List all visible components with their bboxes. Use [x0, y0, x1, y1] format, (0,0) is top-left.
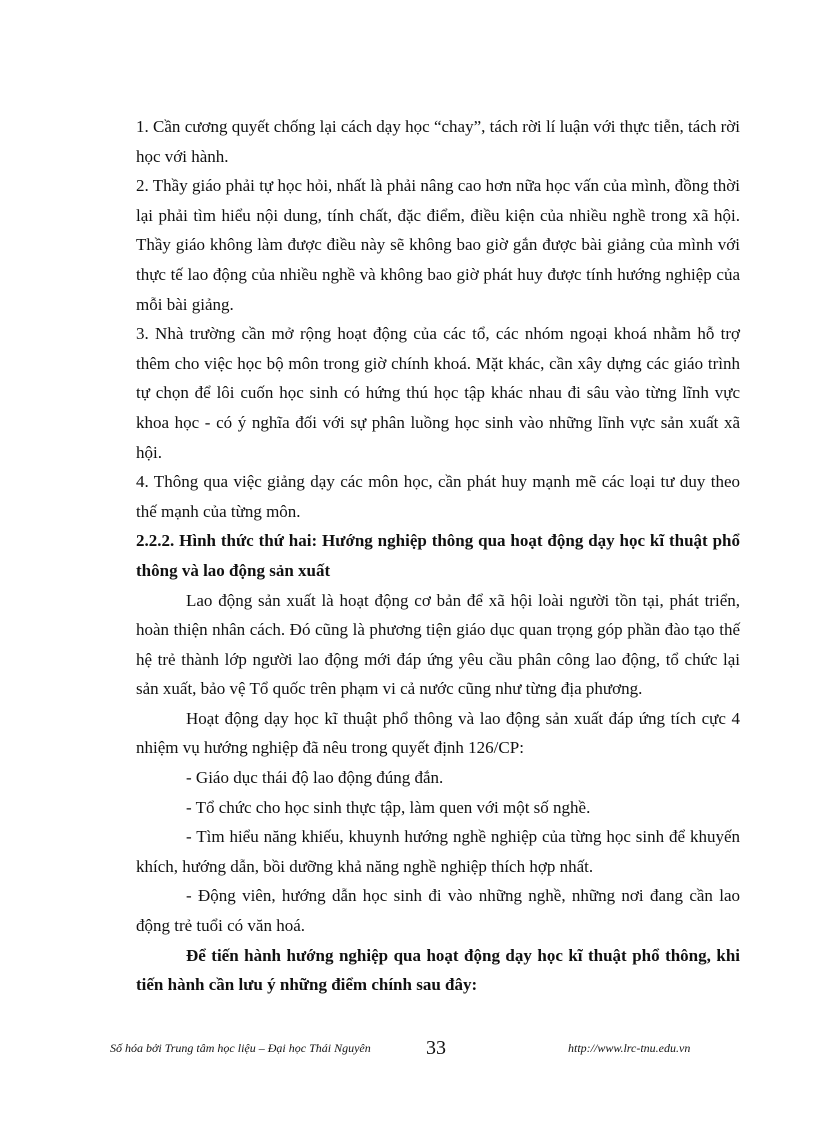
paragraph-1: 1. Cần cương quyết chống lại cách dạy học “chay”, tách rời lí luận với thực tiễn, tách rời học với hành. — [136, 117, 740, 166]
bullet-4: - Động viên, hướng dẫn học sinh đi vào những nghề, những nơi đang cần lao động trẻ tuổi có văn hoá. — [136, 886, 740, 936]
page-footer — [0, 1037, 816, 1063]
paragraph-6: Hoạt động dạy học kĩ thuật phổ thông và lao động sản xuất đáp ứng tích cực 4 nhiệm vụ hướng nghiệp đã nêu trong quyết định 126/CP: — [136, 708, 740, 758]
paragraph-4: 4. Thông qua việc giảng dạy các môn học, cần phát huy mạnh mẽ các loại tư duy theo thế mạnh của từng môn. — [136, 472, 740, 521]
page-number: 33 — [426, 1037, 446, 1059]
footer-url: http://www.lrc-tnu.edu.vn — [568, 1041, 691, 1055]
paragraph-2: 2. Thầy giáo phải tự học hỏi, nhất là phải nâng cao hơn nữa học vấn của mình, đồng thời lại phải tìm hiểu nội dung, tính chất, đặc điểm, điều kiện của nhiều nghề trong xã hội. Thầy giáo không làm được điều này sẽ không bao giờ gắn được bài giảng của mình với thực tế lao động của nhiều nghề và không bao giờ phát huy được tính hướng nghiệp của mỗi bài giảng. — [136, 176, 740, 314]
bullet-3: - Tìm hiểu năng khiếu, khuynh hướng nghề nghiệp của từng học sinh để khuyến khích, hướng dẫn, bồi dưỡng khả năng nghề nghiệp thích hợp nhất. — [136, 827, 740, 876]
paragraph-7: Để tiến hành hướng nghiệp qua hoạt động dạy học kĩ thuật phổ thông, khi tiến hành cần lưu ý những điểm chính sau đây: — [136, 945, 740, 995]
footer-source: Số hóa bởi Trung tâm học liệu – Đại học Thái Nguyên — [110, 1041, 371, 1055]
bullet-1: - Giáo dục thái độ lao động đúng đắn. — [186, 768, 444, 788]
section-heading: 2.2.2. Hình thức thứ hai: Hướng nghiệp thông qua hoạt động dạy học kĩ thuật phổ thông và lao động sản xuất — [136, 531, 740, 580]
bullet-2: - Tổ chức cho học sinh thực tập, làm quen với một số nghề. — [186, 797, 591, 817]
paragraph-3: 3. Nhà trường cần mở rộng hoạt động của các tổ, các nhóm ngoại khoá nhằm hỗ trợ thêm cho việc học bộ môn trong giờ chính khoá. Mặt khác, cần xây dựng các giáo trình tự chọn để lôi cuốn học sinh có hứng thú học tập khác nhau đi sâu vào từng lĩnh vực khoa học - có ý nghĩa đối với sự phân luồng học sinh vào những lĩnh vực sản xuất xã hội. — [136, 324, 740, 462]
page-body — [136, 112, 740, 1000]
paragraph-5: Lao động sản xuất là hoạt động cơ bản để xã hội loài người tồn tại, phát triển, hoàn thiện nhân cách. Đó cũng là phương tiện giáo dục quan trọng góp phần đào tạo thế hệ trẻ thành lớp người lao động mới đáp ứng yêu cầu phân công lao động, tổ chức lại sản xuất, bảo vệ Tổ quốc trên phạm vi cả nước cũng như từng địa phương. — [136, 590, 740, 699]
